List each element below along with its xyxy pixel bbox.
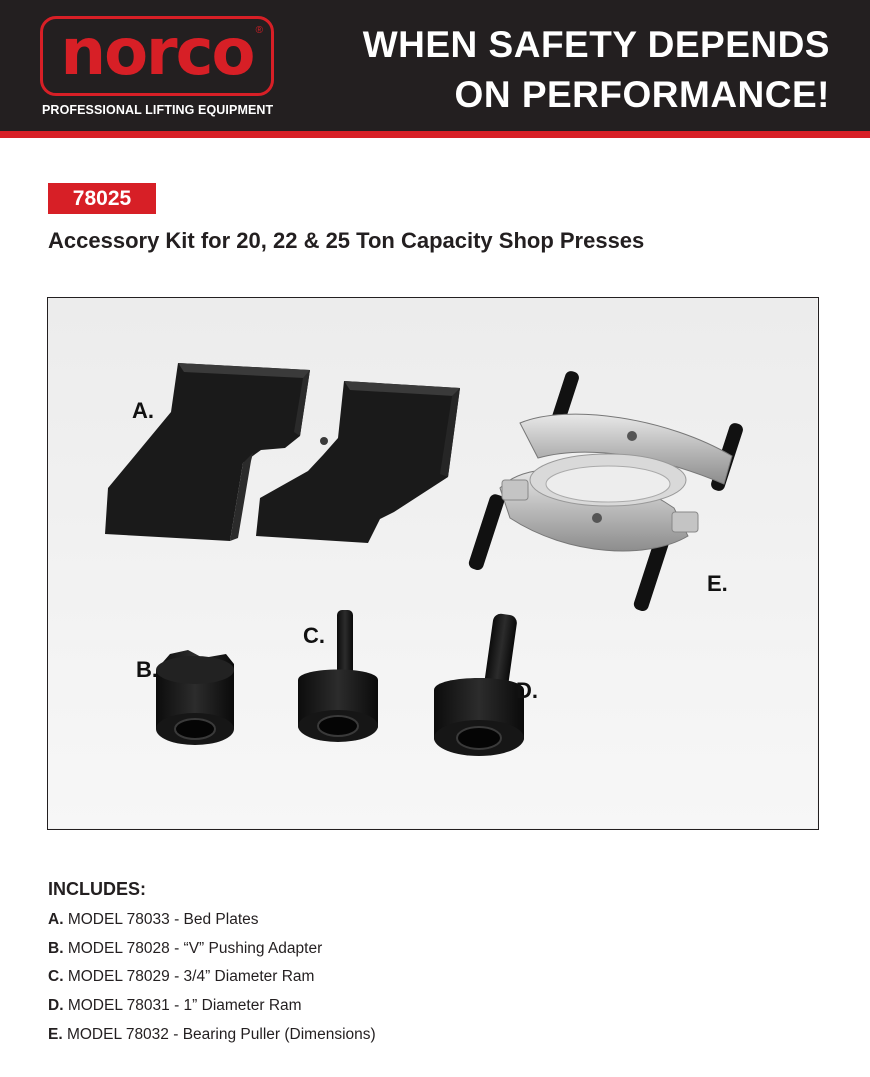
- product-photo: [47, 297, 819, 830]
- slogan-line-1: WHEN SAFETY DEPENDS: [362, 24, 830, 65]
- v-pushing-adapter: [156, 650, 234, 745]
- item-text: MODEL 78028 - “V” Pushing Adapter: [67, 939, 323, 957]
- norco-logo: [40, 16, 274, 96]
- model-number-badge: 78025: [48, 183, 156, 214]
- list-item: [48, 995, 376, 1024]
- header-red-stripe: [0, 131, 870, 138]
- includes-heading: INCLUDES:: [48, 879, 146, 899]
- item-letter: B.: [48, 939, 64, 957]
- slogan-line-2: ON PERFORMANCE!: [454, 74, 830, 115]
- slogan: [363, 20, 830, 120]
- item-text: MODEL 78033 - Bed Plates: [67, 911, 259, 928]
- label-a: A.: [132, 398, 154, 423]
- item-text: MODEL 78029 - 3/4” Diameter Ram: [67, 968, 315, 986]
- product-illustration: [48, 298, 817, 828]
- list-item: [48, 938, 376, 967]
- list-item: [48, 1024, 376, 1053]
- item-letter: A.: [48, 911, 64, 928]
- list-item: [48, 909, 376, 938]
- item-text: MODEL 78031 - 1” Diameter Ram: [67, 997, 302, 1015]
- item-letter: E.: [48, 1025, 63, 1043]
- product-title: Accessory Kit for 20, 22 & 25 Ton Capacity Shop Presses: [48, 228, 645, 253]
- label-e: E.: [707, 571, 728, 596]
- label-b: B.: [136, 657, 158, 682]
- includes-list: [48, 909, 376, 1052]
- list-item: [48, 966, 376, 995]
- item-letter: D.: [48, 997, 64, 1015]
- label-c: C.: [303, 623, 325, 648]
- item-text: MODEL 78032 - Bearing Puller (Dimensions): [66, 1025, 376, 1043]
- label-d: D.: [516, 678, 538, 703]
- item-letter: C.: [48, 968, 64, 986]
- header-bar: [0, 0, 870, 131]
- registered-mark-icon: ®: [255, 25, 263, 36]
- logo-tagline: PROFESSIONAL LIFTING EQUIPMENT: [42, 103, 274, 117]
- logo-wordmark: norco: [60, 16, 254, 90]
